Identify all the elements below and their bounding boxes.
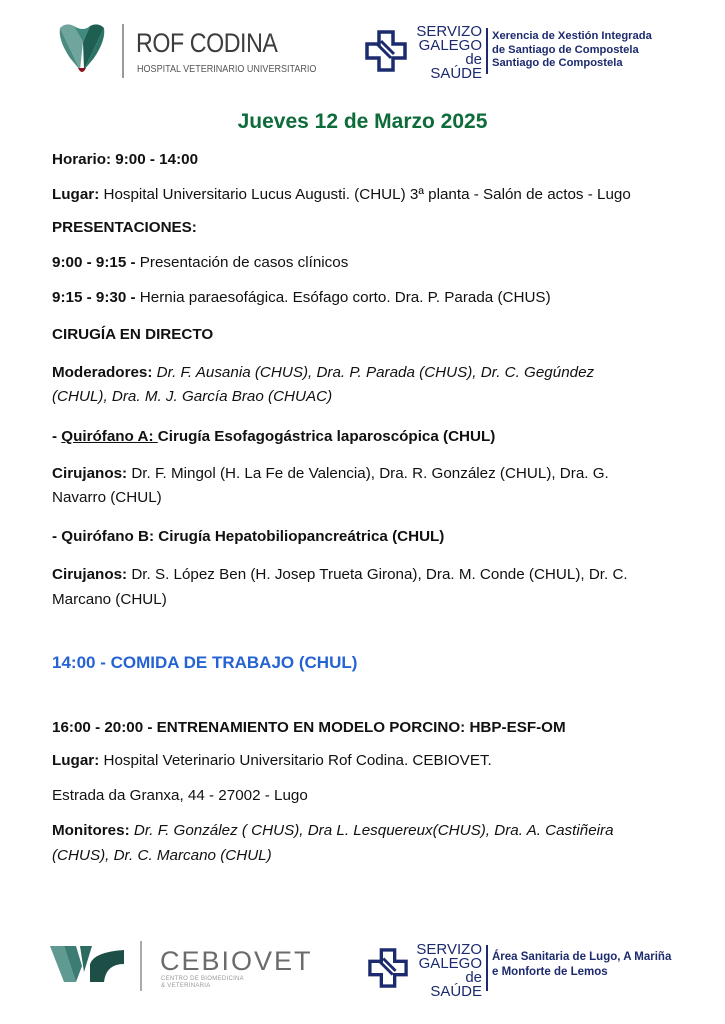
cirujanos-a-label: Cirujanos: xyxy=(52,465,128,482)
sergas-cross-icon-footer xyxy=(368,948,408,993)
sergas-org-name xyxy=(492,30,652,71)
rof-heart-icon xyxy=(56,22,108,78)
sergas-wordmark xyxy=(410,25,482,81)
rof-codina-logo-mark xyxy=(56,22,108,83)
quirofano-a-prefix: - xyxy=(52,428,62,445)
lugar-label: Lugar: xyxy=(52,186,100,203)
monitores-label: Monitores: xyxy=(52,822,130,839)
presentaciones-heading: PRESENTACIONES: xyxy=(52,219,197,236)
rof-logo-divider xyxy=(122,24,124,78)
presentacion-2-text: Hernia paraesofágica. Esófago corto. Dra. P. Parada (CHUS) xyxy=(135,289,551,306)
rof-logo-title: ROF CODINA xyxy=(136,28,278,58)
cebiovet-logo-mark xyxy=(50,942,128,993)
sergas-footer-org-line-1: Área Sanitaria de Lugo, A Mariña xyxy=(492,951,672,963)
cebiovet-title: CEBIOVET xyxy=(160,946,313,976)
cirugia-heading: CIRUGÍA EN DIRECTO xyxy=(52,326,214,343)
lugar-2-label: Lugar: xyxy=(52,752,100,769)
comida-de-trabajo: 14:00 - COMIDA DE TRABAJO (CHUL) xyxy=(52,653,358,672)
cebiovet-subtitle-line-1: CENTRO DE BIOMEDICINA xyxy=(161,976,244,982)
sergas-footer-divider xyxy=(486,945,488,991)
sergas-footer-line-3: de SAÚDE xyxy=(430,969,482,1000)
lugar-2-value: Hospital Veterinario Universitario Rof Codina. CEBIOVET. xyxy=(99,752,492,769)
rof-logo-subtitle: HOSPITAL VETERINARIO UNIVERSITARIO xyxy=(137,63,317,75)
cebiovet-divider xyxy=(140,941,142,991)
quirofano-a xyxy=(52,424,495,450)
cebiovet-vr-icon xyxy=(50,942,128,988)
sergas-cross-icon xyxy=(365,30,407,77)
sergas-footer-org-name xyxy=(492,950,671,979)
presentacion-2 xyxy=(52,285,551,311)
quirofano-a-text: Cirugía Esofagogástrica laparoscópica (CHUL) xyxy=(157,428,496,445)
lugar xyxy=(52,182,631,208)
cirujanos-a-line-2: Navarro (CHUL) xyxy=(52,489,162,506)
cirujanos-a xyxy=(52,461,609,487)
sergas-org-line-1: Xerencia de Xestión Integrada xyxy=(492,30,652,42)
moderadores xyxy=(52,360,594,386)
moderadores-line-1: Dr. F. Ausania (CHUS), Dra. P. Parada (CHUS), Dr. C. Gegúndez xyxy=(152,364,595,381)
lugar-2 xyxy=(52,748,492,774)
cirujanos-b-line-2: Marcano (CHUL) xyxy=(52,591,167,608)
horario: Horario: 9:00 - 14:00 xyxy=(52,151,199,168)
presentacion-2-time: 9:15 - 9:30 - xyxy=(52,289,136,306)
cirujanos-b-line-1: Dr. S. López Ben (H. Josep Trueta Girona), Dra. M. Conde (CHUL), Dr. C. xyxy=(127,566,628,583)
presentacion-1-text: Presentación de casos clínicos xyxy=(135,254,349,271)
moderadores-label: Moderadores: xyxy=(52,364,153,381)
quirofano-a-label: Quirófano A: xyxy=(61,428,158,445)
sergas-footer-org-line-2: e Monforte de Lemos xyxy=(492,965,608,978)
presentacion-1-time: 9:00 - 9:15 - xyxy=(52,254,136,271)
cirujanos-b xyxy=(52,562,628,588)
cirujanos-b-label: Cirujanos: xyxy=(52,566,128,583)
sergas-wordmark-footer xyxy=(410,943,482,999)
sergas-footer-line-1: SERVIZO xyxy=(416,941,482,958)
quirofano-b: - Quirófano B: Cirugía Hepatobiliopancreátrica (CHUL) xyxy=(52,528,445,545)
monitores-line-2: (CHUS), Dr. C. Marcano (CHUL) xyxy=(52,847,272,864)
presentacion-1 xyxy=(52,250,348,276)
direccion: Estrada da Granxa, 44 - 27002 - Lugo xyxy=(52,787,308,804)
sergas-org-line-2: de Santiago de Compostela xyxy=(492,43,639,56)
sergas-divider xyxy=(486,28,488,74)
entrenamiento: 16:00 - 20:00 - ENTRENAMIENTO EN MODELO PORCINO: HBP-ESF-OM xyxy=(52,719,566,736)
sergas-org-line-3: Santiago de Compostela xyxy=(492,57,623,69)
sergas-line-1: SERVIZO xyxy=(416,23,482,40)
sergas-line-3: de SAÚDE xyxy=(430,51,482,82)
cebiovet-subtitle xyxy=(161,976,244,990)
sergas-line-2: GALEGO xyxy=(418,37,482,54)
sergas-footer-line-2: GALEGO xyxy=(418,955,482,972)
page-title: Jueves 12 de Marzo 2025 xyxy=(237,110,488,133)
moderadores-line-2: (CHUL), Dra. M. J. García Brao (CHUAC) xyxy=(52,388,333,405)
lugar-value: Hospital Universitario Lucus Augusti. (CHUL) 3ª planta - Salón de actos - Lugo xyxy=(99,186,631,203)
cirujanos-a-line-1: Dr. F. Mingol (H. La Fe de Valencia), Dra. R. González (CHUL), Dra. G. xyxy=(127,465,609,482)
monitores-line-1: Dr. F. González ( CHUS), Dra L. Lesquereux(CHUS), Dra. A. Castiñeira xyxy=(129,822,614,839)
cebiovet-subtitle-line-2: & VETERINARIA xyxy=(161,983,211,989)
monitores xyxy=(52,818,614,844)
